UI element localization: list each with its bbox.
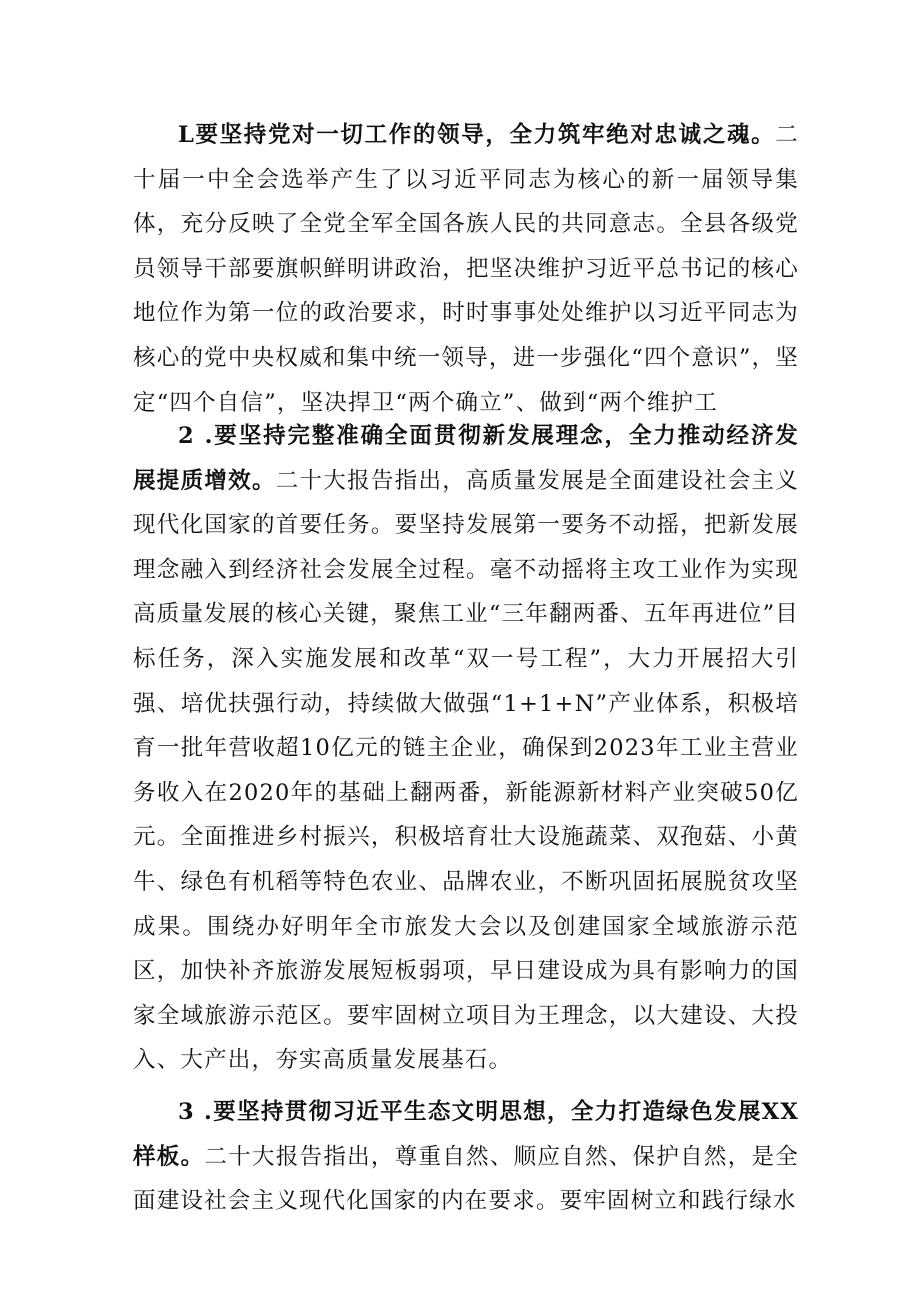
paragraph-2-body: 二十大报告指出，高质量发展是全面建设社会主义现代化国家的首要任务。要坚持发展第一要务不动摇，把新发展理念融入到经济社会发展全过程。毫不动摇将主攻工业作为实现高质量发展的核心关键，聚焦工业“三年翻两番、五年再进位”目标任务，深入实施发展和改革“双一号工程”，大力开展招大引强、培优扶强行动，持续做大做强“1+1+N”产业体系，积极培育一批年营收超10亿元的链主企业，确保到2023年工业主营业务收入在2020年的基础上翻两番，新能源新材料产业突破50亿元。全面推进乡村振兴，积极培育壮大设施蔬菜、双孢菇、小黄牛、绿色有机稻等特色农业、品牌农业，不断巩固拓展脱贫攻坚成果。围绕办好明年全市旅发大会以及创建国家全域旅游示范区，加快补齐旅游发展短板弱项，早日建设成为具有影响力的国家全域旅游示范区。要牢固树立项目为王理念，以大建设、大投入、大产出，夯实高质量发展基石。 [133, 467, 799, 1074]
paragraph-1-heading: L要坚持党对一切工作的领导，全力筑牢绝对忠诚之魂。 [178, 122, 776, 148]
paragraph-1-body: 二十届一中全会选举产生了以习近平同志为核心的新一届领导集体，充分反映了全党全军全国各族人民的共同意志。全县各级党员领导干部要旗帜鲜明讲政治，把坚决维护习近平总书记的核心地位作为第一位的政治要求，时时事事处处维护以习近平同志为核心的党中央权威和集中统一领导，进一步强化“四个意识”，坚定“四个自信”，坚决捍卫“两个确立”、做到“两个维护工 [133, 122, 799, 416]
paragraph-3 [133, 1090, 799, 1224]
paragraph-1 [133, 113, 799, 425]
paragraph-3-body: 二十大报告指出，尊重自然、顺应自然、保护自然，是全面建设社会主义现代化国家的内在要求。要牢固树立和践行绿水 [133, 1143, 799, 1215]
paragraph-2-heading: 2 .要坚持完整准确全面贯彻新发展理念，全力推动经济发展提质增效。 [133, 423, 799, 494]
paragraph-2 [133, 414, 799, 1083]
paragraph-3-heading: 3 .要坚持贯彻习近平生态文明思想，全力打造绿色发展XX样板。 [133, 1099, 799, 1170]
